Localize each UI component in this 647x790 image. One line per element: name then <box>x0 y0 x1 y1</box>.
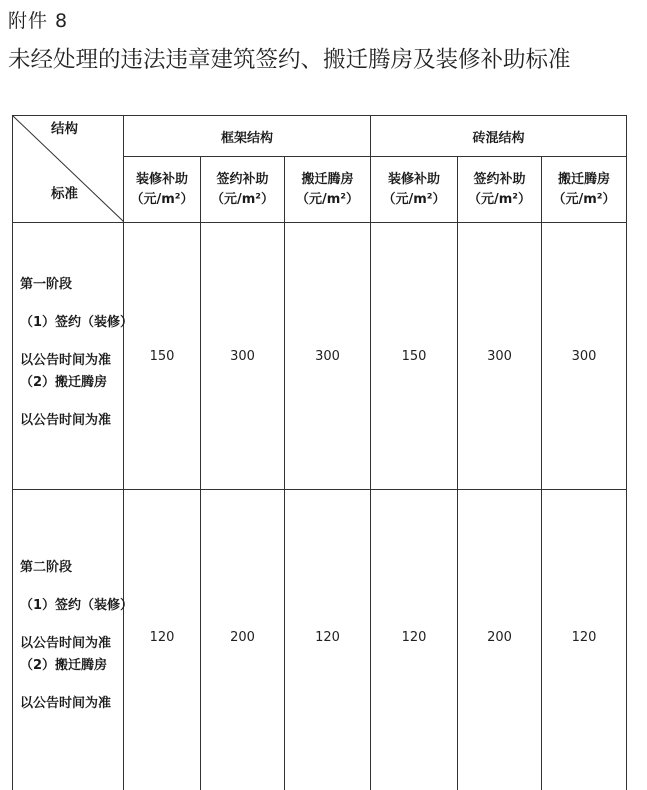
value-cell: 150 <box>124 223 201 490</box>
stage-line: 以公告时间为准 <box>20 353 112 368</box>
stage-line: （2）搬迁腾房 <box>20 658 108 673</box>
value-cell: 200 <box>201 490 285 790</box>
annex-label: 附件 8 <box>8 10 69 32</box>
stage-cell <box>13 490 134 790</box>
subheader-name: 装修补助 <box>135 171 188 187</box>
group-header-frame: 框架结构 <box>124 116 371 157</box>
subheader-name: 签约补助 <box>473 171 526 187</box>
value-cell: 300 <box>285 223 371 490</box>
subheader-name: 装修补助 <box>387 171 440 187</box>
subheader-cell <box>458 157 542 223</box>
subheader-cell <box>285 157 371 223</box>
value-cell: 120 <box>285 490 371 790</box>
corner-top-label: 结构 <box>51 121 78 137</box>
value-cell: 300 <box>542 223 627 490</box>
corner-bottom-label: 标准 <box>51 186 78 202</box>
stage-line: 以公告时间为准 <box>20 696 112 711</box>
stage-line: 以公告时间为准 <box>20 636 112 651</box>
subheader-name: 搬迁腾房 <box>301 171 354 187</box>
subheader-unit: （元/m²） <box>382 191 446 207</box>
table-corner-header <box>13 116 124 223</box>
value-cell: 300 <box>458 223 542 490</box>
subheader-unit: （元/m²） <box>130 191 194 207</box>
subheader-name: 签约补助 <box>216 171 269 187</box>
table-row <box>13 490 627 790</box>
subheader-cell <box>542 157 627 223</box>
value-cell: 300 <box>201 223 285 490</box>
stage-cell <box>13 223 134 490</box>
value-cell: 120 <box>124 490 201 790</box>
table-row <box>13 223 627 490</box>
subheader-cell <box>201 157 285 223</box>
subheader-unit: （元/m²） <box>552 191 616 207</box>
group-header-brick: 砖混结构 <box>371 116 627 157</box>
subheader-name: 搬迁腾房 <box>557 171 610 187</box>
stage-title: 第一阶段 <box>20 277 73 292</box>
subheader-unit: （元/m²） <box>468 191 531 207</box>
stage-line: （2）搬迁腾房 <box>20 375 108 390</box>
value-cell: 120 <box>542 490 627 790</box>
stage-line: （1）签约（装修） <box>20 598 134 613</box>
stage-line: （1）签约（装修） <box>20 315 134 330</box>
page-title: 未经处理的违法违章建筑签约、搬迁腾房及装修补助标准 <box>8 47 571 73</box>
subheader-cell <box>371 157 458 223</box>
stage-line: 以公告时间为准 <box>20 413 112 428</box>
value-cell: 150 <box>371 223 458 490</box>
value-cell: 120 <box>371 490 458 790</box>
subsidy-table <box>12 115 627 790</box>
value-cell: 200 <box>458 490 542 790</box>
subheader-unit: （元/m²） <box>211 191 274 207</box>
subheader-unit: （元/m²） <box>296 191 359 207</box>
stage-title: 第二阶段 <box>20 560 73 575</box>
subheader-cell <box>124 157 201 223</box>
